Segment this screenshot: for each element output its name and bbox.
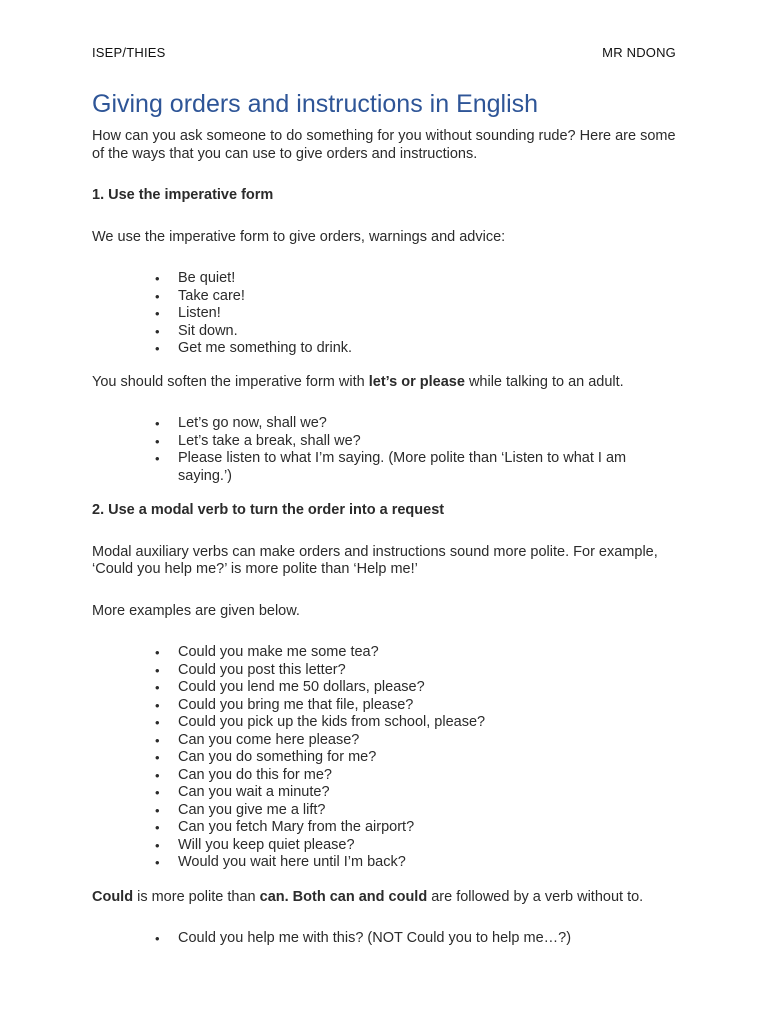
soften-text-before: You should soften the imperative form with xyxy=(92,373,369,390)
list-item: • Let’s go now, shall we? xyxy=(178,415,682,433)
header-left: ISEP/THIES xyxy=(92,45,166,60)
soften-paragraph xyxy=(92,374,682,392)
note-bold-1: Could xyxy=(92,888,134,905)
list-item: • Could you help me with this? (NOT Could you to help me…?) xyxy=(178,930,682,948)
list-item: • Get me something to drink. xyxy=(178,340,682,358)
modal-examples-list xyxy=(92,644,682,872)
page-title: Giving orders and instructions in English xyxy=(92,90,539,118)
soften-text-after: while talking to an adult. xyxy=(464,373,624,390)
section-1-heading: 1. Use the imperative form xyxy=(92,187,274,203)
list-item: • Be quiet! xyxy=(178,270,682,288)
list-item: • Could you lend me 50 dollars, please? xyxy=(178,679,682,697)
section-2-lead: Modal auxiliary verbs can make orders and instructions sound more polite. For example, ‘Could you help me?’ is more polite than ‘Help me!’ xyxy=(92,543,658,577)
list-item: • Could you post this letter? xyxy=(178,662,682,680)
section-1-lead: We use the imperative form to give orders, warnings and advice: xyxy=(92,228,506,245)
document-body xyxy=(92,86,682,948)
list-item: • Will you keep quiet please? xyxy=(178,837,682,855)
list-item: • Can you do this for me? xyxy=(178,767,682,785)
note-text-1: is more polite than xyxy=(133,888,260,905)
more-examples-line: More examples are given below. xyxy=(92,602,300,619)
section-2-heading: 2. Use a modal verb to turn the order into a request xyxy=(92,502,445,518)
final-example-list xyxy=(92,930,682,948)
list-item: • Take care! xyxy=(178,288,682,306)
soften-text-bold: let’s or please xyxy=(368,373,465,390)
list-item: • Can you wait a minute? xyxy=(178,784,682,802)
list-item: • Let’s take a break, shall we? xyxy=(178,433,682,451)
list-item: • Please listen to what I’m saying. (More polite than ‘Listen to what I am saying.’) xyxy=(178,450,682,485)
intro-paragraph: How can you ask someone to do something for you without sounding rude? Here are some of the ways that you can use to give orders and instructions. xyxy=(92,128,676,162)
list-item: • Can you come here please? xyxy=(178,732,682,750)
list-item: • Can you fetch Mary from the airport? xyxy=(178,819,682,837)
could-can-note xyxy=(92,889,682,907)
list-item: • Could you make me some tea? xyxy=(178,644,682,662)
imperative-list xyxy=(92,270,682,358)
note-bold-2: can. Both can and could xyxy=(259,888,428,905)
list-item: • Would you wait here until I’m back? xyxy=(178,854,682,872)
list-item: • Can you do something for me? xyxy=(178,749,682,767)
list-item: • Sit down. xyxy=(178,323,682,341)
list-item: • Can you give me a lift? xyxy=(178,802,682,820)
list-item: • Listen! xyxy=(178,305,682,323)
note-text-2: are followed by a verb without to. xyxy=(427,888,644,905)
list-item: • Could you pick up the kids from school, please? xyxy=(178,714,682,732)
header-right: MR NDONG xyxy=(602,45,676,60)
soften-list xyxy=(92,415,682,485)
list-item: • Could you bring me that file, please? xyxy=(178,697,682,715)
